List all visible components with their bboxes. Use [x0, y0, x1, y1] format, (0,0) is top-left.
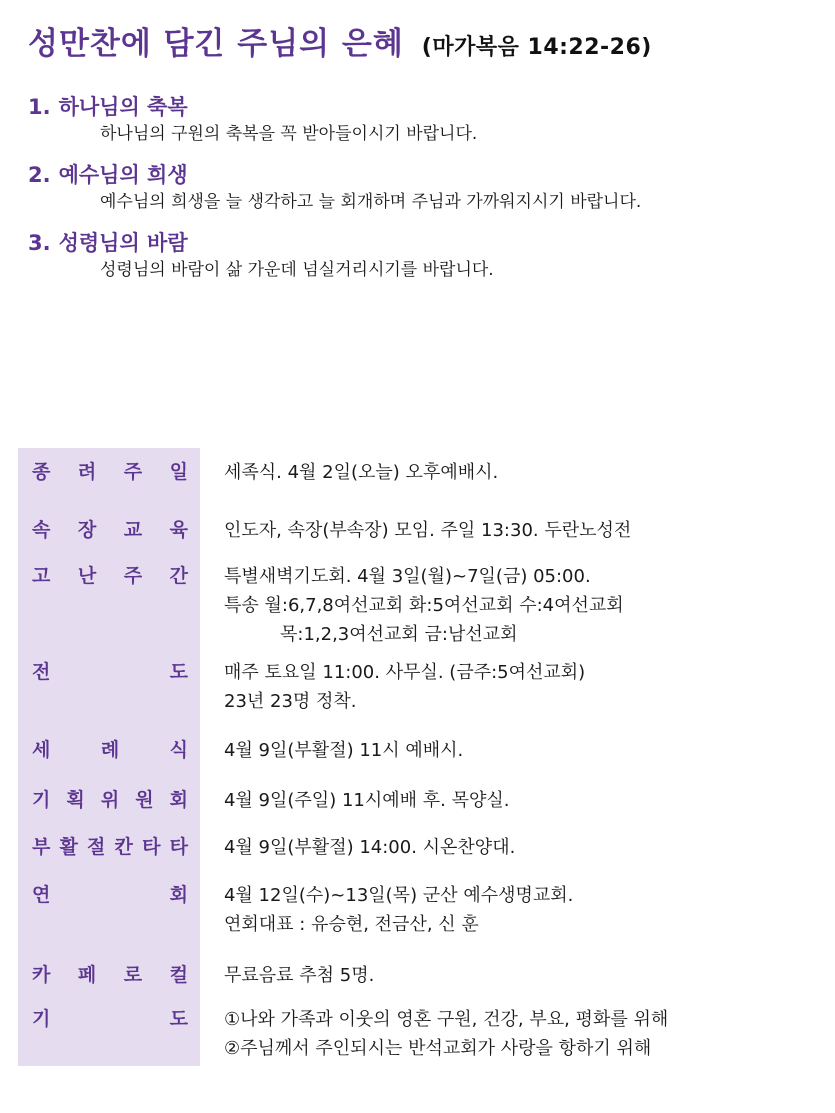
- notice-label-char: 식: [169, 739, 188, 761]
- notice-line: 23년 23명 정착.: [224, 691, 357, 712]
- notice-label-char: 일: [169, 461, 188, 483]
- notice-label-char: 기: [32, 789, 51, 811]
- scripture-reference: (마가복음 14:22-26): [421, 35, 652, 60]
- notice-label-char: 육: [169, 519, 188, 541]
- notice-label-char: 로: [123, 964, 143, 986]
- point-title: 하나님의 축복: [58, 95, 188, 119]
- notice-label-char: 려: [77, 461, 97, 483]
- point-body: 예수님의 희생을 늘 생각하고 늘 회개하며 주님과 가까워지시기 바랍니다.: [100, 192, 642, 212]
- notice-line: 4월 9일(부활절) 11시 예배시.: [224, 740, 464, 761]
- notice-line: 매주 토요일 11:00. 사무실. (금주:5여선교회): [224, 662, 586, 683]
- notice-line: 목:1,2,3여선교회 금:남선교회: [280, 624, 518, 645]
- notice-line: ②주님께서 주인되시는 반석교회가 사랑을 항하기 위해: [224, 1038, 652, 1059]
- notice-label-char: 도: [169, 661, 188, 683]
- notice-label-char: 활: [59, 836, 78, 858]
- sermon-points: [28, 92, 818, 296]
- point-heading: [28, 228, 818, 258]
- notice-content: [200, 871, 573, 951]
- notice-line: ①나와 가족과 이웃의 영혼 구원, 건강, 부요, 평화를 위해: [224, 1009, 669, 1030]
- notice-label-char: 전: [32, 661, 51, 683]
- notice-label: [18, 951, 200, 995]
- notice-label-char: 획: [66, 789, 85, 811]
- notice-label-char: 주: [123, 565, 143, 587]
- notice-label-char: 주: [123, 461, 143, 483]
- notice-label-char: 회: [169, 789, 188, 811]
- notice-label: [18, 726, 200, 776]
- notice-label-char: 절: [87, 836, 106, 858]
- notice-label: [18, 823, 200, 871]
- sermon-title-row: [28, 18, 652, 63]
- notice-label-char: 위: [100, 789, 120, 811]
- notice-label-char: 장: [77, 519, 97, 541]
- notice-label-char: 속: [32, 519, 51, 541]
- notice-label-char: 교: [123, 519, 143, 541]
- notice-label-char: 기: [32, 1008, 51, 1030]
- point-number: 2.: [28, 163, 51, 187]
- notice-label-char: 타: [169, 836, 188, 858]
- notice-label-char: 간: [169, 565, 188, 587]
- notice-label-char: 부: [32, 836, 51, 858]
- point-title: 성령님의 바람: [58, 231, 188, 255]
- notice-label: [18, 506, 200, 552]
- notice-label: [18, 995, 200, 1065]
- notice-label-char: 고: [32, 565, 51, 587]
- notice-label-char: 원: [135, 789, 154, 811]
- notice-label: [18, 648, 200, 726]
- point-title: 예수님의 희생: [58, 163, 188, 187]
- notice-line: 특별새벽기도회. 4월 3일(월)~7일(금) 05:00.: [224, 566, 591, 587]
- notice-row-baptism: [18, 726, 818, 776]
- notice-label-char: 난: [77, 565, 97, 587]
- point-body: 하나님의 구원의 축복을 꼭 받아들이시기 바랍니다.: [100, 124, 478, 144]
- point-body: 성령님의 바람이 삶 가운데 넘실거리시기를 바랍니다.: [100, 260, 494, 280]
- notice-content: [200, 448, 498, 506]
- sermon-point-1: [28, 92, 818, 146]
- notice-label-char: 연: [32, 884, 51, 906]
- notice-line: 연회대표 : 유승현, 전금산, 신 훈: [224, 914, 479, 935]
- notice-content: [200, 726, 463, 776]
- notice-label: [18, 776, 200, 823]
- notice-label-char: 종: [32, 461, 51, 483]
- notice-row-holy-week: [18, 552, 818, 648]
- sermon-title: 성만찬에 담긴 주님의 은혜: [28, 26, 404, 62]
- notice-label: [18, 871, 200, 951]
- notice-label-char: 칸: [114, 836, 133, 858]
- notice-label-char: 타: [142, 836, 161, 858]
- notice-content: [200, 823, 515, 871]
- point-heading: [28, 160, 818, 190]
- notice-line: 4월 12일(수)~13일(목) 군산 예수생명교회.: [224, 885, 574, 906]
- notice-line: 세족식. 4월 2일(오늘) 오후예배시.: [224, 462, 499, 483]
- notice-row-class-leader-training: [18, 506, 818, 552]
- notice-row-evangelism: [18, 648, 818, 726]
- notice-row-easter-cantata: [18, 823, 818, 871]
- notice-content: [200, 995, 668, 1065]
- notice-content: [200, 776, 509, 823]
- notice-line: 무료음료 추첨 5명.: [224, 965, 375, 986]
- notice-row-palm-sunday: [18, 448, 818, 506]
- notice-row-annual-conference: [18, 871, 818, 951]
- notice-label-char: 페: [77, 964, 97, 986]
- notice-row-cafe-local: [18, 951, 818, 995]
- notice-label-char: 도: [169, 1008, 188, 1030]
- notice-label-char: 례: [100, 739, 120, 761]
- point-number: 3.: [28, 231, 51, 255]
- sermon-point-3: [28, 228, 818, 282]
- notice-label: [18, 448, 200, 506]
- notice-line: 인도자, 속장(부속장) 모임. 주일 13:30. 두란노성전: [224, 520, 632, 541]
- notice-line: 4월 9일(부활절) 14:00. 시온찬양대.: [224, 837, 516, 858]
- notice-label-char: 세: [32, 739, 51, 761]
- notice-content: [200, 648, 585, 726]
- point-heading: [28, 92, 818, 122]
- notice-line: 특송 월:6,7,8여선교회 화:5여선교회 수:4여선교회: [224, 595, 624, 616]
- notice-label-char: 카: [32, 964, 51, 986]
- notice-content: [200, 552, 624, 648]
- notice-row-planning-committee: [18, 776, 818, 823]
- notice-content: [200, 951, 374, 995]
- church-notices: [18, 448, 818, 1065]
- notice-label-char: 컬: [169, 964, 188, 986]
- notice-line: 4월 9일(주일) 11시예배 후. 목양실.: [224, 790, 510, 811]
- point-number: 1.: [28, 95, 51, 119]
- notice-label-char: 회: [169, 884, 188, 906]
- notice-content: [200, 506, 631, 552]
- sermon-point-2: [28, 160, 818, 214]
- notice-row-prayer: [18, 995, 818, 1065]
- notice-label: [18, 552, 200, 648]
